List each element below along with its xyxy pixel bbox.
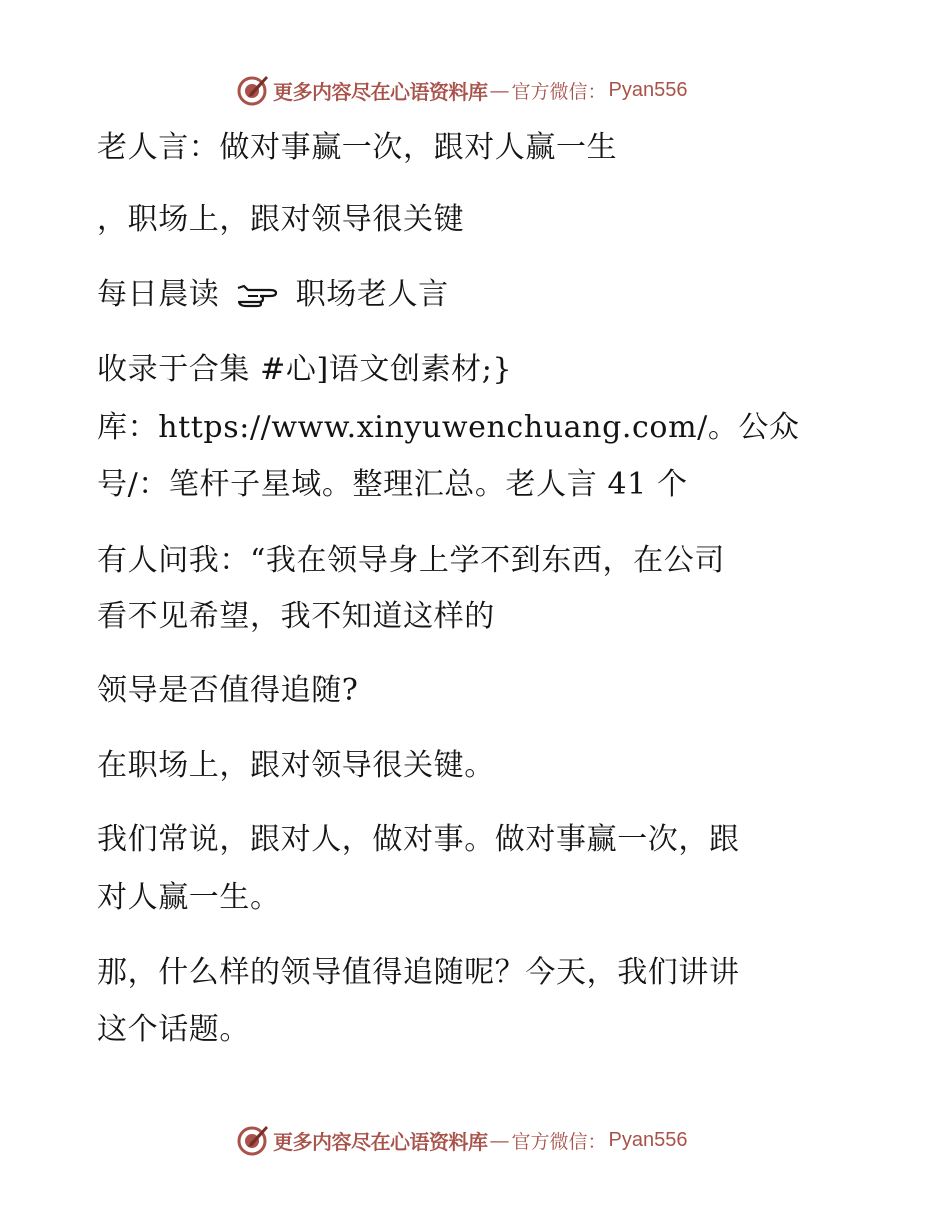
banner-label: 官方微信：: [511, 80, 607, 103]
morning-reading-label: 每日晨读: [97, 277, 230, 312]
text-line: 号/：笔杆子星域。整理汇总。老人言 41 个: [97, 467, 688, 502]
banner-dash: —: [489, 1128, 510, 1152]
text-line: 看不见希望，我不知道这样的: [97, 599, 495, 634]
text-line: 收录于合集 #心]语文创素材;}: [97, 352, 513, 387]
text-line: 有人问我：“我在领导身上学不到东西，在公司: [97, 543, 725, 578]
text-line: ，职场上，跟对领导很关键: [97, 202, 465, 237]
text-line: 领导是否值得追随?: [97, 673, 359, 708]
text-line: 这个话题。: [97, 1012, 250, 1047]
banner-wechat-id: Pyan556: [608, 1128, 688, 1151]
text-line: 我们常说，跟对人，做对事。做对事赢一次，跟: [97, 822, 740, 857]
quill-seal-icon: [236, 1123, 270, 1157]
text-line: 那，什么样的领导值得追随呢？今天，我们讲讲: [97, 955, 740, 990]
text-line: 对人赢一生。: [97, 880, 281, 915]
text-line: 老人言：做对事赢一次，跟对人赢一生: [97, 130, 618, 165]
footer-watermark: [0, 1120, 950, 1160]
banner-dash: —: [489, 78, 510, 102]
pointing-hand-icon: [236, 280, 280, 308]
banner-wechat-id: Pyan556: [608, 78, 688, 101]
morning-reading-title: 职场老人言: [285, 277, 449, 312]
morning-reading-line: [97, 277, 449, 313]
banner-text: 更多内容尽在心语资料库: [273, 1129, 488, 1154]
text-line: 在职场上，跟对领导很关键。: [97, 748, 495, 783]
banner-text: 更多内容尽在心语资料库: [273, 79, 488, 104]
text-line: 库：https://www.xinyuwenchuang.com/。公众: [97, 410, 800, 445]
banner-label: 官方微信：: [511, 1130, 607, 1153]
